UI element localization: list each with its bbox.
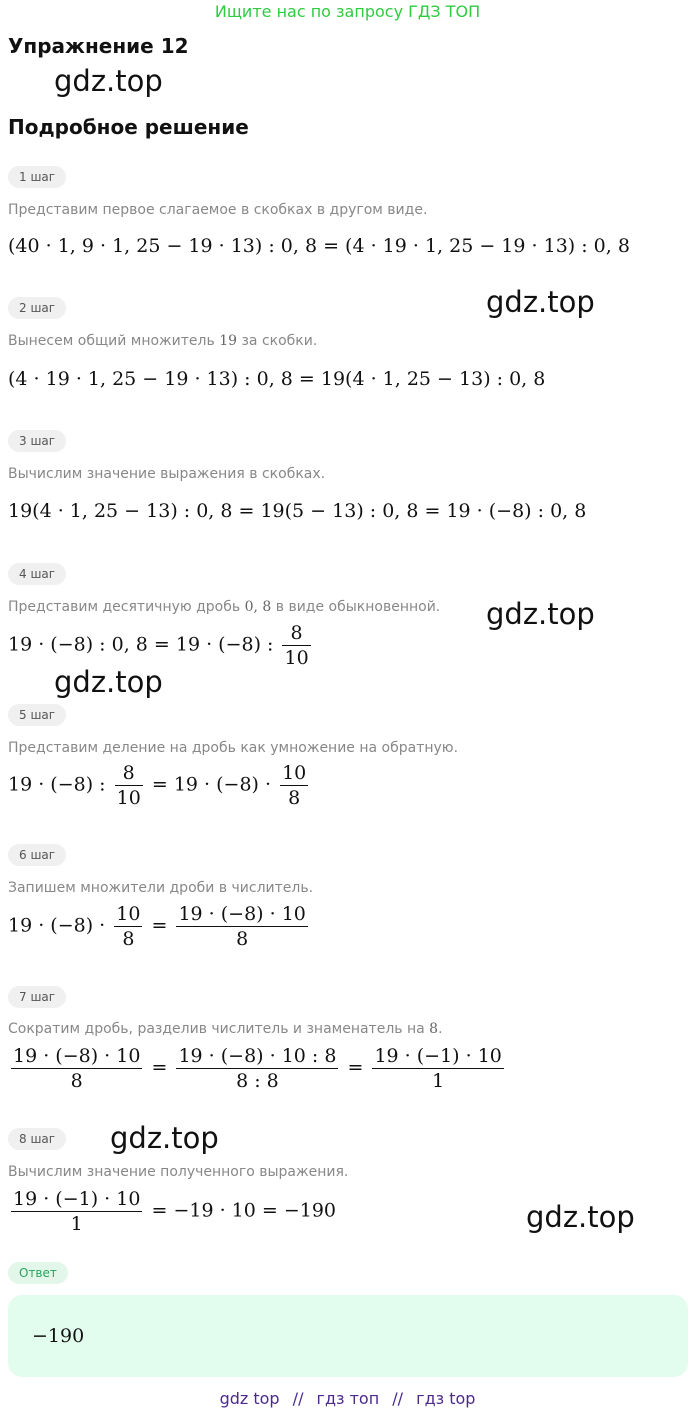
answer-value: −190: [32, 1325, 85, 1347]
footer-separator: //: [392, 1389, 404, 1408]
watermark: gdz.top: [526, 1200, 635, 1234]
footer-link[interactable]: gdz top: [219, 1389, 280, 1408]
step-formula: 19(4 · 1, 25 − 13) : 0, 8 = 19(5 − 13) : 0, 8 = 19 · (−8) : 0, 8: [8, 500, 587, 522]
answer-badge: Ответ: [8, 1262, 68, 1284]
step-formula: $\frac{19 \cdot (-8) \cdot 10}{8}$ = $\frac{19 \cdot (-8) \cdot 10 : 8}{8 : 8}$ = $\frac{19 \cdot (-1) \cdot 10}{1}$: [13, 1045, 502, 1092]
fraction: $\frac{19 \cdot (-8) \cdot 10}{8}$: [13, 1045, 141, 1092]
step-formula: 19 · (−8) : $\frac{8}{10}$ = 19 · (−8) · $\frac{10}{8}$: [8, 762, 307, 809]
step-badge: 6 шаг: [8, 844, 66, 866]
footer-links: [0, 1389, 695, 1409]
fraction: $\frac{19 \cdot (-1) \cdot 10}{1}$: [13, 1188, 141, 1235]
step-formula: 19 · (−8) · $\frac{10}{8}$ = $\frac{19 \cdot (-8) \cdot 10}{8}$: [8, 903, 306, 950]
footer-link[interactable]: гдз top: [416, 1389, 476, 1408]
watermark: gdz.top: [54, 665, 163, 699]
step-badge: 8 шаг: [8, 1128, 66, 1150]
section-title: Подробное решение: [8, 115, 249, 139]
watermark: gdz.top: [486, 285, 595, 319]
fraction: $\frac{10}{8}$: [116, 903, 141, 950]
step-description: Запишем множители дроби в числитель.: [8, 880, 314, 896]
step-badge: 2 шаг: [8, 297, 66, 319]
fraction: $\frac{8}{10}$: [284, 622, 309, 669]
step-description: Вычислим значение выражения в скобках.: [8, 466, 326, 482]
fraction: $\frac{19 \cdot (-8) \cdot 10 : 8}{8 : 8}$: [178, 1045, 337, 1092]
step-description: Сократим дробь, разделив числитель и знаменатель на 8.: [8, 1021, 443, 1037]
step-description: Представим десятичную дробь 0, 8 в виде обыкновенной.: [8, 599, 441, 615]
fraction: $\frac{19 \cdot (-1) \cdot 10}{1}$: [374, 1045, 502, 1092]
step-description: Представим первое слагаемое в скобках в другом виде.: [8, 202, 428, 218]
top-banner[interactable]: Ищите нас по запросу ГДЗ ТОП: [214, 2, 481, 21]
step-badge: 5 шаг: [8, 704, 66, 726]
footer-separator: //: [292, 1389, 304, 1408]
footer-link[interactable]: гдз топ: [316, 1389, 380, 1408]
step-description: Вычислим значение полученного выражения.: [8, 1164, 349, 1180]
step-description: Вынесем общий множитель 19 за скобки.: [8, 333, 318, 349]
fraction: $\frac{10}{8}$: [282, 762, 307, 809]
step-formula: 19 · (−8) : 0, 8 = 19 · (−8) : $\frac{8}{10}$: [8, 622, 309, 669]
step-formula: (40 · 1, 9 · 1, 25 − 19 · 13) : 0, 8 = (4 · 19 · 1, 25 − 19 · 13) : 0, 8: [8, 235, 630, 257]
step-badge: 3 шаг: [8, 430, 66, 452]
step-badge: 4 шаг: [8, 563, 66, 585]
watermark: gdz.top: [110, 1121, 219, 1155]
step-formula: $\frac{19 \cdot (-1) \cdot 10}{1}$ = −19 · 10 = −190: [13, 1188, 337, 1235]
step-badge: 7 шаг: [8, 986, 66, 1008]
page-title: Упражнение 12: [8, 34, 189, 58]
watermark: gdz.top: [54, 64, 163, 98]
answer-box: [8, 1295, 688, 1377]
fraction: $\frac{8}{10}$: [116, 762, 141, 809]
watermark: gdz.top: [486, 597, 595, 631]
step-badge: 1 шаг: [8, 166, 66, 188]
step-description: Представим деление на дробь как умножение на обратную.: [8, 740, 459, 756]
fraction: $\frac{19 \cdot (-8) \cdot 10}{8}$: [178, 903, 306, 950]
step-formula: (4 · 19 · 1, 25 − 19 · 13) : 0, 8 = 19(4 · 1, 25 − 13) : 0, 8: [8, 368, 546, 390]
